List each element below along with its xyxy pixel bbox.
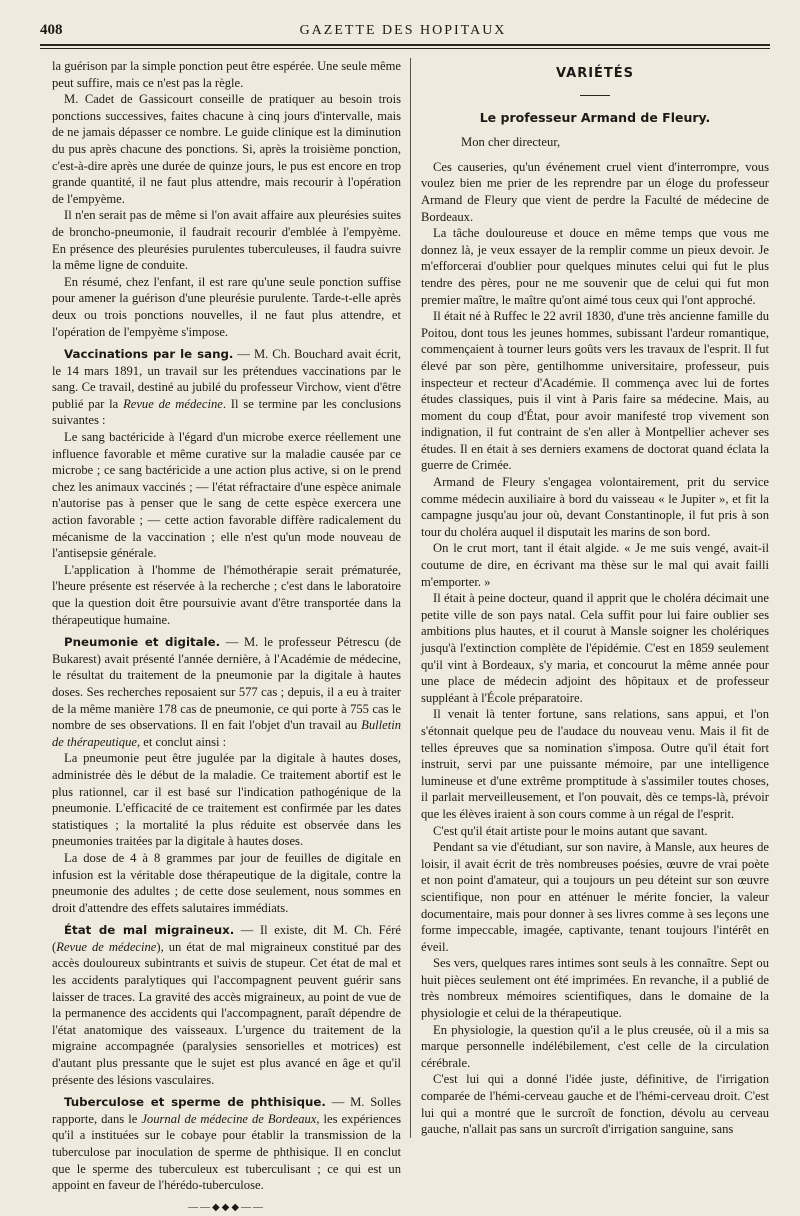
- journal-title: GAZETTE DES HOPITAUX: [299, 23, 507, 38]
- paragraph: Le sang bactéricide à l'égard d'un microbe exerce réellement une influence favorable et même curative sur la maladie causée par ce microbe ; ce sang bactéricide a une action plus active, si on le prend chez les animaux vaccinés ; — l'état réfractaire d'une espèce animale n'autorise pas à penser que le sang de cette espèce exercera une action favorable ; — cette action favorable diffère radicalement du mécanisme de la vaccination ; elle n'est qu'un mode nouveau de l'antisepsie générale.: [52, 430, 401, 561]
- section-title: Tuberculose et sperme de phthisique.: [64, 1095, 326, 1110]
- paragraph: C'est qu'il était artiste pour le moins autant que savant.: [433, 823, 708, 838]
- paragraph: On le crut mort, tant il était algide. « Je me suis vengé, avait-il coutume de dire, en écrivant ma thèse sur le mal qui avait failli m'emporter. »: [421, 541, 769, 589]
- section-migraineux: État de mal migraineux. — Il existe, dit M. Ch. Féré (Revue de médecine), un état de mal migraineux constitué par des accès douloureux subintrants et suivis de stupeur. Cet état de mal et les accidents paralytiques qui l'accompagnent peuvent guérir sans laisser de traces. La gravité des accès migraineux, au point de vue de la permanence des accidents qui l'accompagnent, paraît dépendre de l'état anatomique des vaisseaux. L'urgence du traitement de la migraine accompagnée (paralysies sensorielles et motrices) est d'autant plus pressante que le sujet est plus avancé en âge et qu'il présente des lésions vasculaires.: [52, 923, 401, 1087]
- paragraph: Armand de Fleury s'engagea volontairement, prit du service comme médecin auxiliaire à bord du vaisseau « le Jupiter », et fit la campagne jusqu'au jour où, devant Constantinople, il fut pris à son tour du choléra auquel il disputait les marins de son bord.: [421, 475, 769, 539]
- paragraph: L'application à l'homme de l'hémothérapie serait prématurée, l'heure présente est réservée à la recherche ; c'est dans le laboratoire que la question doit être poursuivie avant d'être transportée dans la thérapeutique humaine.: [52, 562, 401, 627]
- paragraph: la guérison par la simple ponction peut être espérée. Une seule même peut suffire, mais ce n'est pas la règle.: [52, 59, 401, 90]
- page-number: 408: [40, 22, 63, 38]
- header-rule-thin: [40, 48, 770, 49]
- salutation: Mon cher directeur,: [461, 135, 561, 150]
- section-pneumonie: Pneumonie et digitale. — M. le professeur Pétrescu (de Bukarest) avait présenté l'année dernière, à l'Académie de médecine, le résultat du traitement de la pneumonie par la digitale à hautes doses. Ses recherches reposaient sur 577 cas ; depuis, il a eu à traiter de la même manière 178 cas de pneumonie, ce qui porte à 755 cas le nombre de ses observations. Il en fait l'objet d'un travail au Bulletin de thérapeutique, et conclut ainsi :: [52, 635, 401, 749]
- page-header: [40, 20, 766, 44]
- end-ornament: ——◆◆◆——: [187, 1201, 266, 1213]
- heading-rule: [580, 95, 610, 96]
- paragraph: En physiologie, la question qu'il a le plus creusée, où il a mis sa marque personnelle indélébilement, c'est celle de la circulation cérébrale.: [421, 1022, 769, 1070]
- column-divider: [410, 58, 411, 1138]
- paragraph: La tâche douloureuse et douce en même temps que vous me donnez là, je veux essayer de la remplir comme un pieux devoir. Je m'efforcerai d'oublier pour quelques minutes celui qui fut le plus tendre des pères, pour ne me souvenir que de celui qui fut mon premier maître, le maître qu'ont aimé tous ceux qui l'ont approché.: [421, 226, 769, 307]
- paragraph: La dose de 4 à 8 grammes par jour de feuilles de digitale en infusion est la véritable dose thérapeutique de la digitale, contre la pneumonie des adultes ; de cette dose seulement, nous sommes en droit d'attendre des effets salutaires immédiats.: [52, 850, 401, 915]
- paragraph: La pneumonie peut être jugulée par la digitale à hautes doses, administrée dès le début de la maladie. Ce traitement abortif est le plus rationnel, car il est basé sur l'indication pathogénique de la pneumonie. L'efficacité de ce traitement est confirmée par les dates statistiques ; la mortalité la plus réduite est observée dans les pneumonies traitées par la digitale à hautes doses.: [52, 751, 401, 849]
- paragraph: Il était né à Ruffec le 22 avril 1830, d'une très ancienne famille du Poitou, dont tous les jeunes hommes, subissant l'ardeur romantique, commençaient à tourner leurs goûts vers les travaux de l'esprit. Il fut élevé par son père, gentilhomme universitaire, professeur, puis inspecteur et recteur d'Académie. Il commença avec lui de fortes études classiques, puis il vint à Paris faire sa médecine. Mais, au moment du coup d'État, pour avoir manifesté trop vivement son indignation, il fut contraint de s'en aller à Montpellier achever ses études. Il en était à ses derniers examens de doctorat quand éclata la guerre de Crimée.: [421, 309, 769, 473]
- paragraph: Ces causeries, qu'un événement cruel vient d'interrompre, vous voulez bien me prier de les reprendre par un éloge du professeur Armand de Fleury que vient de perdre la Faculté de médecine de Bordeaux.: [421, 159, 769, 224]
- section-tuberculose: Tuberculose et sperme de phthisique. — M. Solles rapporte, dans le Journal de médecine de Bordeaux, les expériences qu'il a instituées sur le cobaye pour établir la transmission de la tuberculose par inoculation de sperme de phthisique. Il en conclut que le sperme des tuberculeux est tuberculisant ; ce qui est un appoint en faveur de l'hérédo-tuberculose.: [52, 1095, 401, 1193]
- section-heading: VARIÉTÉS: [555, 66, 635, 81]
- section-title: Vaccinations par le sang.: [64, 347, 234, 362]
- paragraph: Pendant sa vie d'étudiant, sur son navire, à Mansle, aux heures de loisir, il avait écrit de très nombreuses poésies, œuvre de vrai poète et non point d'amateur, qui a toujours un peu déteint sur son œuvre scientifique, non pour en atténuer le mérite foncier, la valeur documentaire, mais pour donner à ses livres comme à ses leçons une forme impeccable, imagée, captivante, tenant toujours l'intérêt en éveil.: [421, 840, 769, 954]
- section-title: Pneumonie et digitale.: [64, 635, 221, 650]
- section-vaccinations: Vaccinations par le sang. — M. Ch. Bouchard avait écrit, le 14 mars 1891, un travail sur les prétendues vaccinations par le sang. Ce travail, destiné au jubilé du professeur Virchow, vient d'être publié par la Revue de médecine. Il se termine par les conclusions suivantes :: [52, 347, 402, 428]
- right-column: [421, 58, 769, 1158]
- paragraph: En résumé, chez l'enfant, il est rare qu'une seule ponction suffise pour amener la guérison d'une pleurésie purulente. Tarde-t-elle après deux ou trois ponctions nouvelles, il ne faut plus attendre, et l'opération de l'empyème s'impose.: [52, 274, 401, 339]
- paragraph: M. Cadet de Gassicourt conseille de pratiquer au besoin trois ponctions successives, faites chacune à cinq jours d'intervalle, mais de ne jamais dépasser ce nombre. Le guide clinique est la diminution du pus après chacune des ponctions. Si, après la troisième ponction, c'est-à-dire après une durée de quinze jours, le pus est encore en trop grande quantité, il ne faut plus attendre, mais recourir à l'opération de l'empyème.: [52, 92, 401, 206]
- paragraph: C'est lui qui a donné l'idée juste, définitive, de l'irrigation comparée de l'hémi-cerveau gauche et de l'hémi-cerveau droit. C'est lui qui a montré que le surcroît de fonction, dévolu au cerveau gauche, n'allait pas sans un surcroît d'irrigation sanguine, sans: [421, 1072, 769, 1137]
- left-column: [52, 58, 402, 1213]
- article-title: Le professeur Armand de Fleury.: [479, 109, 711, 125]
- section-title: État de mal migraineux.: [64, 923, 235, 938]
- header-rule-thick: [40, 44, 770, 46]
- paragraph: Il était à peine docteur, quand il apprit que le choléra décimait une petite ville de son pays natal. Cela suffit pour lui faire oublier ses ambitions plus hautes, et il courut à Mansle soigner les cholériques jusqu'à l'extinction complète de l'épidémie. C'est en 1859 seulement qu'il vint à Bordeaux, s'y maria, et concourut la même année pour une place de médecin adjoint des hôpitaux et de professeur suppléant à l'École préparatoire.: [421, 591, 769, 705]
- paragraph: Il n'en serait pas de même si l'on avait affaire aux pleurésies suites de broncho-pneumonie, il faudrait recourir d'emblée à l'empyème. En présence des pleurésies purulentes tuberculeuses, il faudra suivre la même ligne de conduite.: [52, 208, 401, 273]
- paragraph: Il venait là tenter fortune, sans relations, sans appui, et l'on s'étonnait quelque peu de l'audace du nouveau venu. Mais il fit de telles épreuves que sa nomination s'imposa. Outre qu'il était fort instruit, servi par une puissante mémoire, par une intelligence lumineuse et d'une extrême promptitude à s'assimiler toutes choses, il parlait merveilleusement, et l'on pouvait, dès ce temps-là, prévoir que les élèves iraient à son cours comme à un régal de l'esprit.: [421, 707, 769, 821]
- paragraph: Ses vers, quelques rares intimes sont seuls à les connaître. Sept ou huit pièces seulement ont été imprimées. En revanche, il a publié de très nombreux mémoires scientifiques, dans le domaine de la physiologie et celui de la thérapeutique.: [421, 956, 769, 1021]
